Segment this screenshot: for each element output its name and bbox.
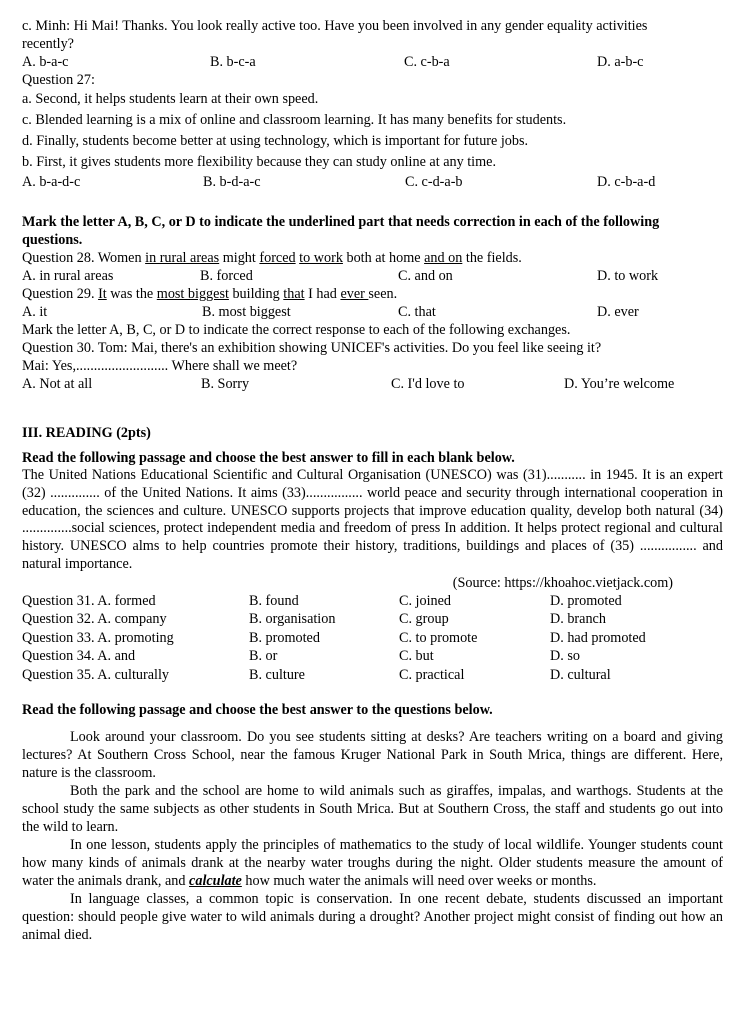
q34-option-a[interactable]: Question 34. A. and [22,648,136,665]
q35-option-d[interactable]: D. cultural [550,666,611,683]
q26-options [22,53,723,71]
question-31 [22,592,723,611]
q33-option-a[interactable]: Question 33. A. promoting [22,629,174,646]
passage-2-paragraph-1: Look around your classroom. Do you see students sitting at desks? Are teachers writing on a board and giving lectures? At Southern Cross School, near the famous Kruger National Park in South Mrica, things are different. Here, nature is the classroom. [22,729,723,782]
passage-source: (Source: https://khoahoc.vietjack.com) [452,574,673,591]
q34-option-c[interactable]: C. but [399,648,434,665]
reading-instruction-2: Read the following passage and choose the best answer to the questions below. [22,702,493,719]
q33-option-b[interactable]: B. promoted [249,629,320,646]
correction-instruction: Mark the letter A, B, C, or D to indicate the underlined part that needs correction in each of the following questions. [22,214,660,248]
q32-option-a[interactable]: Question 32. A. company [22,611,167,628]
q26-option-d[interactable]: D. a-b-c [597,54,644,70]
q28-underline-c: and on [424,250,463,266]
question-33 [22,629,723,648]
q28-option-a[interactable]: A. in rural areas [22,268,114,284]
response-instruction: Mark the letter A, B, C, or D to indicate the correct response to each of the following exchanges. [22,322,571,338]
q32-option-c[interactable]: C. group [399,611,449,628]
q28-options [22,267,723,285]
q27-option-b[interactable]: B. b-d-a-c [203,174,261,190]
q29-underline-b: most biggest [156,286,229,302]
question-34 [22,647,723,666]
q27-option-c[interactable]: C. c-d-a-b [405,174,463,190]
passage-2-paragraph-4: In language classes, a common topic is conservation. In one recent debate, students discussed an important question: should people give water to wild animals during a drought? Another project might consist of finding out how an animal died. [22,891,723,944]
passage-2-paragraph-3: In one lesson, students apply the principles of mathematics to the study of local wildlife. Younger students count how many kinds of animals drank at the nearby water troughs during the night. Older students measure the amount of water the animals drank, and calculate how much water the animals will need over weeks or months. [22,837,723,890]
q32-option-d[interactable]: D. branch [550,611,606,628]
q34-option-b[interactable]: B. or [249,648,278,665]
q29-option-b[interactable]: B. most biggest [202,304,291,320]
q28-underline-d: to work [299,250,343,266]
q26-option-b[interactable]: B. b-c-a [210,54,256,70]
reading-instruction-1: Read the following passage and choose the best answer to fill in each blank below. [22,450,515,466]
q28-option-b[interactable]: B. forced [200,268,253,284]
q29-options [22,303,723,321]
q30-option-d[interactable]: D. You’re welcome [564,376,675,392]
q26-option-a[interactable]: A. b-a-c [22,54,69,70]
q29-underline-c: that [283,286,305,302]
q33-option-c[interactable]: C. to promote [399,629,478,646]
reading-heading: III. READING (2pts) [22,425,151,441]
q29-option-d[interactable]: D. ever [597,304,639,320]
q31-option-d[interactable]: D. promoted [550,592,622,609]
q35-option-b[interactable]: B. culture [249,666,305,683]
q28-option-d[interactable]: D. to work [597,268,659,284]
calculate-highlighted-word: calculate [189,873,242,890]
q27-label: Question 27: [22,72,95,88]
q26-line-c: c. Minh: Hi Mai! Thanks. You look really active too. Have you been involved in any gender equality activities recently? [22,18,648,52]
reading-passage-1: The United Nations Educational Scientific and Cultural Organisation (UNESCO) was (31)........... in 1945. It is an expert (32) .............. of the United Nations. It aims (33)................ world peace and security through international cooperation in education, the sciences and culture. UNESCO supports projects that improve education quality, develop both natural (34) ..............social sciences, protect independent media and freedom of press In addition. It helps protect regional and cultural history. UNESCO alms to help countries promote their history, traditions, buildings and places of (35) ................ and natural importance. [22,467,723,572]
q31-option-c[interactable]: C. joined [399,592,452,609]
q30-option-c[interactable]: C. I'd love to [391,376,465,392]
q28-underline-b: forced [259,250,296,266]
q28-option-c[interactable]: C. and on [398,268,453,284]
q26-option-c[interactable]: C. c-b-a [404,54,450,70]
q33-option-d[interactable]: D. had promoted [550,629,646,646]
q29-option-c[interactable]: C. that [398,304,436,320]
q27-options [22,173,723,191]
q30-option-b[interactable]: B. Sorry [201,376,250,392]
q35-option-c[interactable]: C. practical [399,666,465,683]
q28-stem: Question 28. Women in rural areas might forced to work both at home and on the fields. [22,250,522,266]
q30-options [22,375,723,393]
cloze-questions [22,592,723,685]
q29-stem: Question 29. It was the most biggest building that I had ever seen. [22,286,398,302]
q28-underline-a: in rural areas [145,250,220,266]
q29-underline-a: It [98,286,107,302]
q32-option-b[interactable]: B. organisation [249,611,336,628]
q31-option-b[interactable]: B. found [249,592,299,609]
question-35 [22,666,723,685]
q27-item-c: c. Blended learning is a mix of online and classroom learning. It has many benefits for students. [22,112,567,128]
q31-option-a[interactable]: Question 31. A. formed [22,592,156,609]
q27-item-a: a. Second, it helps students learn at their own speed. [22,91,319,107]
q35-option-a[interactable]: Question 35. A. culturally [22,666,169,683]
q30-line2: Mai: Yes,.......................... Where shall we meet? [22,358,298,374]
q27-option-d[interactable]: D. c-b-a-d [597,174,656,190]
q34-option-d[interactable]: D. so [550,648,580,665]
q29-underline-d: ever [340,286,369,302]
passage-2-paragraph-2: Both the park and the school are home to wild animals such as giraffes, impalas, and warthogs. Students at the school study the same subjects as other students in South Mrica. But at Southern Cross, the staff and students go out into the wild to learn. [22,783,723,836]
q27-item-d: d. Finally, students become better at using technology, which is important for future jobs. [22,133,529,149]
q30-line1: Question 30. Tom: Mai, there's an exhibition showing UNICEF's activities. Do you feel like seeing it? [22,340,602,356]
question-32 [22,610,723,629]
q27-item-b: b. First, it gives students more flexibility because they can study online at any time. [22,154,497,170]
q29-option-a[interactable]: A. it [22,304,48,320]
q27-option-a[interactable]: A. b-a-d-c [22,174,81,190]
q30-option-a[interactable]: A. Not at all [22,376,93,392]
